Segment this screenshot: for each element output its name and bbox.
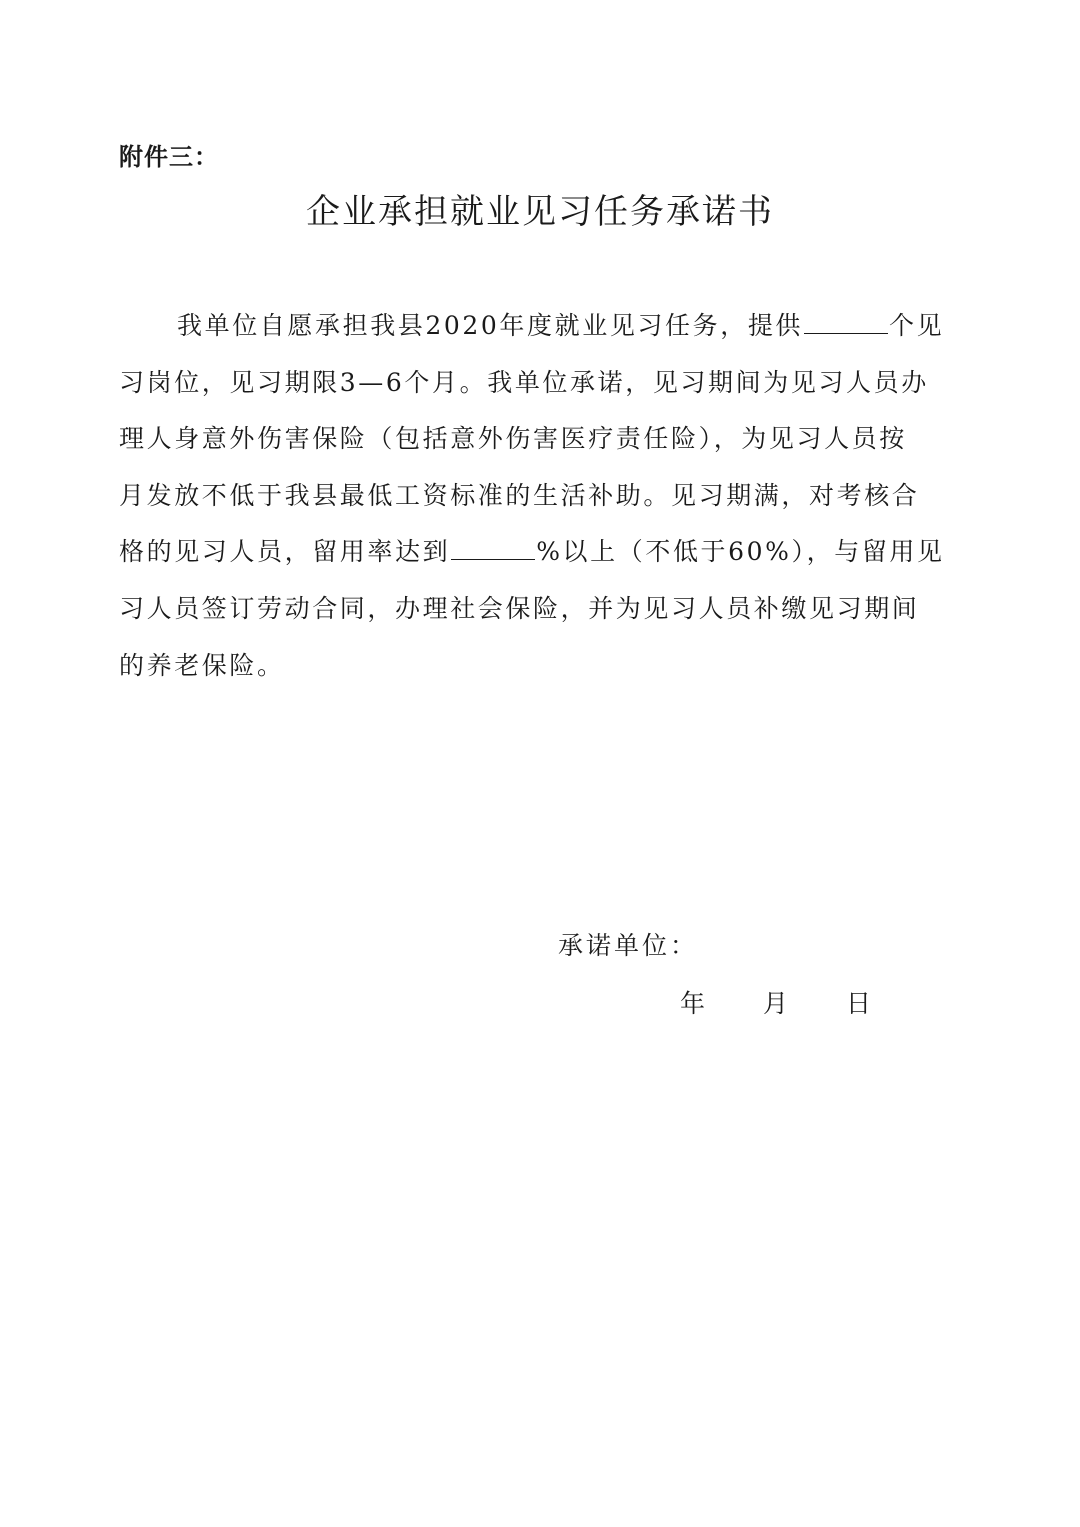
line-5-tail: %以上（不低于60%），与留用见 [536, 537, 945, 567]
line-5-text: 格的见习人员，留用率达到 [119, 537, 451, 567]
retention-rate-blank [451, 539, 535, 560]
paragraph-line-6: 习人员签订劳动合同，办理社会保险，并为见习人员补缴见习期间 [119, 593, 920, 623]
document-title: 企业承担就业见习任务承诺书 [306, 192, 774, 232]
line-1-tail: 个见 [889, 311, 945, 340]
signature-unit-label: 承诺单位： [558, 931, 699, 960]
signature-date [680, 984, 871, 1024]
date-day-label: 日 [845, 989, 871, 1018]
paragraph-line-2: 习岗位，见习期限3—6个月。我单位承诺，见习期间为见习人员办 [119, 367, 929, 397]
paragraph-line-4: 月发放不低于我县最低工资标准的生活补助。见习期满，对考核合 [119, 480, 920, 510]
line-1-text: 我单位自愿承担我县2020年度就业见习任务，提供 [177, 311, 804, 340]
paragraph-line-5 [119, 524, 969, 581]
date-year-label: 年 [680, 989, 706, 1018]
paragraph-line-1 [119, 298, 969, 355]
paragraph-line-7: 的养老保险。 [119, 650, 285, 680]
paragraph-line-3: 理人身意外伤害保险（包括意外伤害医疗责任险），为见习人员按 [119, 424, 907, 454]
commitment-paragraph [119, 298, 969, 694]
date-month-label: 月 [762, 989, 788, 1018]
positions-count-blank [804, 313, 888, 334]
attachment-label: 附件三： [119, 143, 219, 171]
